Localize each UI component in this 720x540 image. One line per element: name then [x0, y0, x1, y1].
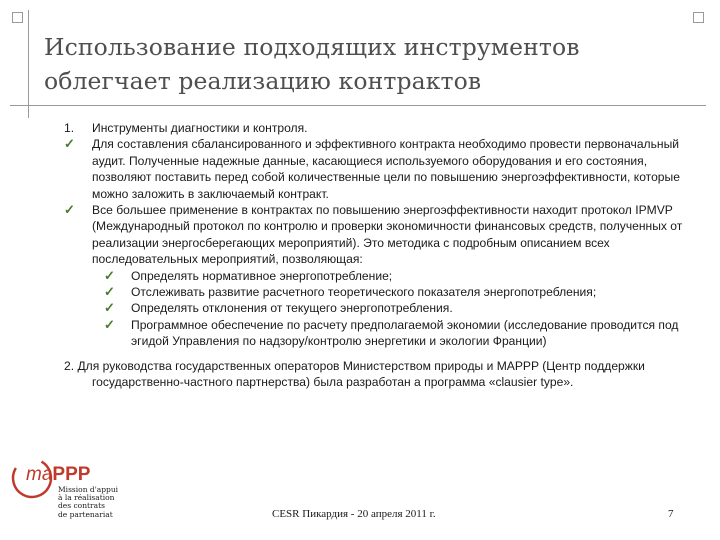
sub-list-item	[0, 300, 720, 316]
checkmark-icon: ✓	[64, 202, 75, 218]
slide-title-line-2: облегчает реализацию контрактов	[44, 67, 482, 95]
list-item-text: Для составления сбалансированного и эффективного контракта необходимо провести первоначальный аудит. Полученные надежные данные, касающиеся используемого оборудования и его состояния, позволяют поставить перед собой количественные цели по повышению энергоэффективности, которые можно заложить в заключаемый контракт.	[92, 137, 680, 201]
list-item-text: Все большее применение в контрактах по повышению энергоэффективности находит протокол IPMVP (Международный протокол по контролю и проверки экономичности финансовых средств, полученных от реализации энергосберегающих мероприятий). Это методика с подробным описанием всех последовательных мероприятий, позволяющая:	[92, 203, 683, 267]
paragraph-2	[0, 358, 720, 391]
checkmark-icon: ✓	[104, 300, 115, 316]
list-item	[0, 136, 720, 202]
mappp-logo	[10, 456, 120, 526]
logo-wordmark	[26, 464, 90, 486]
list-number: 1.	[64, 121, 75, 135]
frame-corner-square-left	[12, 12, 23, 23]
checkmark-icon: ✓	[64, 136, 75, 152]
page-number: 7	[668, 508, 674, 520]
checkmark-icon: ✓	[104, 284, 115, 300]
frame-corner-square-right	[693, 12, 704, 23]
checkmark-icon: ✓	[104, 316, 115, 332]
sub-list-item	[0, 317, 720, 350]
footer-text: CESR Пикардия - 20 апреля 2011 г.	[272, 508, 436, 520]
sub-list-item-text: Отслеживать развитие расчетного теоретического показателя энергопотребления;	[131, 285, 597, 300]
logo-tagline-line: de partenariat	[58, 509, 113, 519]
logo-tagline	[58, 486, 128, 519]
logo-tagline-line: Mission d'appui	[58, 485, 119, 494]
logo-tagline-line: à la réalisation	[58, 493, 115, 503]
sub-list-item-text: Программное обеспечение по расчету предполагаемой экономии (исследование проводится под эгидой Управления по надзору/контролю энергетики и экологии Франции)	[131, 317, 679, 349]
logo-brand-italic: ma	[26, 464, 53, 485]
sub-list-item	[0, 284, 720, 300]
list-item	[0, 202, 720, 268]
list-item-text: Инструменты диагностики и контроля.	[92, 121, 308, 135]
paragraph-2-text: 2. Для руководства государственных операторов Министерством природы и MAPPP (Центр поддержки государственно-частного партнерства) была разработан а программа «clausier type».	[64, 358, 645, 390]
frame-horizontal-line	[10, 105, 706, 106]
logo-brand-bold: PPP	[52, 464, 91, 485]
checkmark-icon: ✓	[104, 267, 115, 283]
slide-title-line-1: Использование подходящих инструментов	[44, 33, 580, 61]
sub-list-item-text: Определять нормативное энергопотребление;	[131, 268, 393, 283]
slide-body	[0, 120, 720, 391]
list-item	[0, 120, 720, 136]
logo-tagline-line: des contrats	[58, 501, 105, 511]
frame-vertical-line	[28, 10, 29, 118]
slide-title	[44, 30, 694, 98]
sub-list-item-text: Определять отклонения от текущего энергопотребления.	[131, 301, 453, 316]
sub-list-item	[0, 268, 720, 284]
